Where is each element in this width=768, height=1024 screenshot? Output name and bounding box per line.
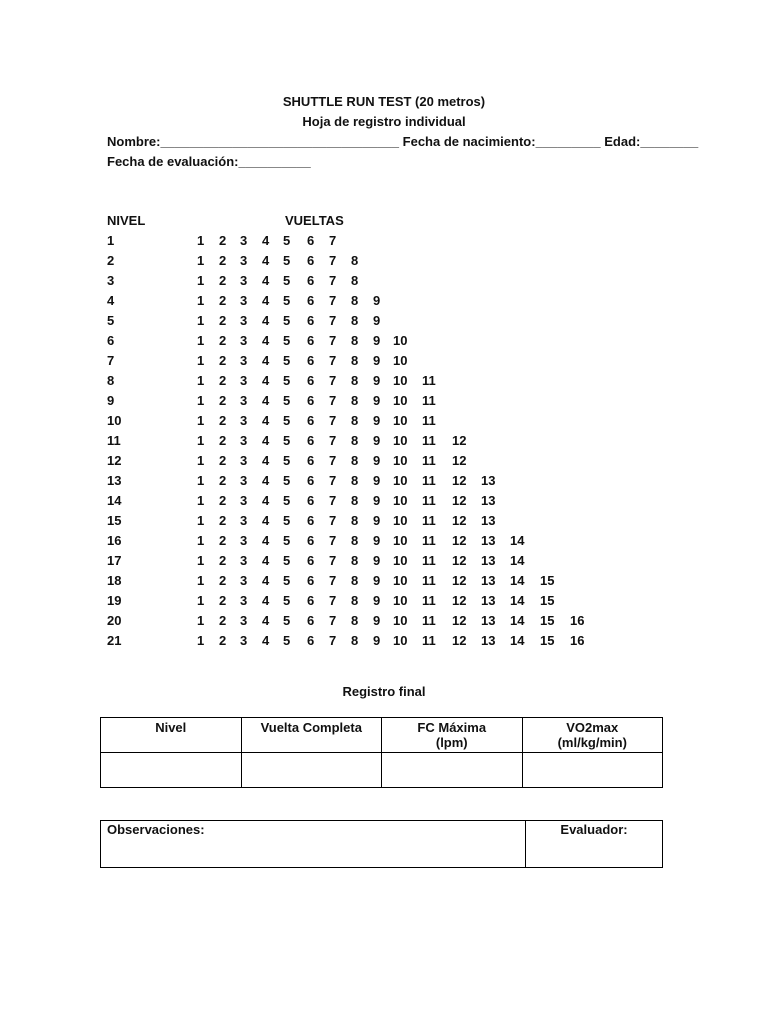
- level-label: 4: [107, 293, 115, 308]
- lap-number[interactable]: 10: [393, 593, 408, 608]
- lap-number[interactable]: 2: [219, 313, 227, 328]
- level-label: 6: [107, 333, 115, 348]
- lap-number[interactable]: 7: [329, 433, 337, 448]
- lap-number[interactable]: 1: [197, 553, 205, 568]
- lap-number[interactable]: 2: [219, 493, 227, 508]
- lap-number[interactable]: 7: [329, 493, 337, 508]
- lap-number[interactable]: 9: [373, 613, 381, 628]
- lap-number[interactable]: 3: [240, 413, 248, 428]
- lap-number[interactable]: 6: [307, 373, 315, 388]
- lap-number[interactable]: 11: [422, 513, 436, 528]
- lap-number[interactable]: 14: [510, 533, 525, 548]
- lap-number[interactable]: 6: [307, 473, 315, 488]
- lap-number[interactable]: 8: [351, 413, 359, 428]
- lap-number[interactable]: 5: [283, 613, 291, 628]
- lap-number[interactable]: 7: [329, 513, 337, 528]
- level-label: 20: [107, 613, 122, 628]
- lap-number[interactable]: 5: [283, 633, 291, 648]
- lap-number[interactable]: 1: [197, 533, 205, 548]
- lap-number[interactable]: 10: [393, 573, 408, 588]
- lap-number[interactable]: 4: [262, 433, 270, 448]
- lap-number[interactable]: 14: [510, 573, 525, 588]
- lap-number[interactable]: 12: [452, 513, 467, 528]
- lap-number[interactable]: 4: [262, 453, 270, 468]
- lap-number[interactable]: 6: [307, 553, 315, 568]
- lap-number[interactable]: 4: [262, 333, 270, 348]
- lap-number[interactable]: 12: [452, 613, 467, 628]
- lap-number[interactable]: 10: [393, 473, 408, 488]
- lap-number[interactable]: 2: [219, 373, 227, 388]
- lap-number[interactable]: 4: [262, 373, 270, 388]
- lap-number[interactable]: 11: [422, 613, 436, 628]
- lap-number[interactable]: 9: [373, 293, 381, 308]
- lap-number[interactable]: 2: [219, 273, 227, 288]
- lap-number[interactable]: 1: [197, 353, 205, 368]
- lap-number[interactable]: 1: [197, 513, 205, 528]
- lap-number[interactable]: 2: [219, 473, 227, 488]
- lap-number[interactable]: 9: [373, 513, 381, 528]
- lap-number[interactable]: 4: [262, 513, 270, 528]
- lap-number[interactable]: 5: [283, 433, 291, 448]
- lap-number[interactable]: 6: [307, 413, 315, 428]
- lap-number[interactable]: 2: [219, 253, 227, 268]
- lap-number[interactable]: 9: [373, 553, 381, 568]
- lap-number[interactable]: 10: [393, 453, 408, 468]
- lap-number[interactable]: 5: [283, 233, 291, 248]
- lap-number[interactable]: 2: [219, 573, 227, 588]
- lap-number[interactable]: 7: [329, 593, 337, 608]
- lap-number[interactable]: 7: [329, 313, 337, 328]
- lap-number[interactable]: 11: [422, 573, 436, 588]
- lap-number[interactable]: 1: [197, 593, 205, 608]
- lap-number[interactable]: 6: [307, 233, 315, 248]
- lap-number[interactable]: 4: [262, 553, 270, 568]
- entry-cell-level[interactable]: [101, 753, 242, 788]
- header-cell-vo2max: VO2max (ml/kg/min): [522, 718, 663, 753]
- lap-number[interactable]: 11: [422, 593, 436, 608]
- evaluator-cell[interactable]: [526, 821, 663, 868]
- lap-number[interactable]: 8: [351, 493, 359, 508]
- lap-number[interactable]: 10: [393, 353, 408, 368]
- lap-number[interactable]: 4: [262, 293, 270, 308]
- lap-number[interactable]: 16: [570, 633, 585, 648]
- lap-number[interactable]: 14: [510, 593, 525, 608]
- lap-number[interactable]: 6: [307, 513, 315, 528]
- lap-number[interactable]: 10: [393, 533, 408, 548]
- document-title: SHUTTLE RUN TEST (20 metros): [282, 94, 486, 109]
- lap-number[interactable]: 7: [329, 633, 337, 648]
- lap-number[interactable]: 10: [393, 393, 408, 408]
- lap-number[interactable]: 7: [329, 253, 337, 268]
- lap-number[interactable]: 9: [373, 533, 381, 548]
- lap-number[interactable]: 1: [197, 573, 205, 588]
- header-cell-full-lap: Vuelta Completa: [241, 718, 382, 753]
- lap-number[interactable]: 2: [219, 533, 227, 548]
- lap-number[interactable]: 10: [393, 493, 408, 508]
- lap-number[interactable]: 7: [329, 373, 337, 388]
- lap-number[interactable]: 4: [262, 533, 270, 548]
- level-label: 16: [107, 533, 122, 548]
- evaluator-label: Evaluador:: [560, 822, 628, 837]
- lap-number[interactable]: 8: [351, 593, 359, 608]
- lap-number[interactable]: 1: [197, 373, 205, 388]
- lap-number[interactable]: 11: [422, 433, 436, 448]
- lap-number[interactable]: 6: [307, 353, 315, 368]
- lap-number[interactable]: 12: [452, 533, 467, 548]
- lap-number[interactable]: 1: [197, 393, 205, 408]
- lap-number[interactable]: 6: [307, 333, 315, 348]
- lap-number[interactable]: 8: [351, 573, 359, 588]
- lap-number[interactable]: 1: [197, 453, 205, 468]
- lap-number[interactable]: 6: [307, 573, 315, 588]
- lap-number[interactable]: 2: [219, 513, 227, 528]
- lap-number[interactable]: 3: [240, 233, 248, 248]
- lap-number[interactable]: 7: [329, 233, 337, 248]
- lap-number[interactable]: 6: [307, 533, 315, 548]
- lap-number[interactable]: 6: [307, 313, 315, 328]
- lap-number[interactable]: 6: [307, 613, 315, 628]
- lap-number[interactable]: 2: [219, 633, 227, 648]
- lap-number[interactable]: 9: [373, 433, 381, 448]
- lap-number[interactable]: 5: [283, 313, 291, 328]
- lap-number[interactable]: 3: [240, 513, 248, 528]
- lap-number[interactable]: 5: [283, 533, 291, 548]
- lap-number[interactable]: 4: [262, 493, 270, 508]
- lap-number[interactable]: 11: [422, 533, 436, 548]
- lap-number[interactable]: 4: [262, 413, 270, 428]
- lap-number[interactable]: 10: [393, 633, 408, 648]
- lap-number[interactable]: 2: [219, 413, 227, 428]
- lap-number[interactable]: 8: [351, 473, 359, 488]
- lap-number[interactable]: 2: [219, 333, 227, 348]
- entry-cell-vo2max[interactable]: [522, 753, 663, 788]
- lap-number[interactable]: 3: [240, 573, 248, 588]
- lap-number[interactable]: 5: [283, 273, 291, 288]
- lap-number[interactable]: 6: [307, 273, 315, 288]
- lap-number[interactable]: 4: [262, 313, 270, 328]
- lap-number[interactable]: 3: [240, 393, 248, 408]
- lap-number[interactable]: 6: [307, 493, 315, 508]
- observations-table: [100, 820, 663, 868]
- lap-number[interactable]: 9: [373, 493, 381, 508]
- level-label: 19: [107, 593, 122, 608]
- lap-number[interactable]: 16: [570, 613, 585, 628]
- lap-number[interactable]: 1: [197, 313, 205, 328]
- lap-number[interactable]: 2: [219, 293, 227, 308]
- lap-number[interactable]: 5: [283, 493, 291, 508]
- lap-number[interactable]: 8: [351, 553, 359, 568]
- lap-number[interactable]: 2: [219, 433, 227, 448]
- lap-number[interactable]: 1: [197, 493, 205, 508]
- lap-number[interactable]: 8: [351, 453, 359, 468]
- lap-number[interactable]: 3: [240, 453, 248, 468]
- lap-number[interactable]: 11: [422, 373, 436, 388]
- lap-number[interactable]: 1: [197, 433, 205, 448]
- lap-number[interactable]: 5: [283, 413, 291, 428]
- lap-number[interactable]: 8: [351, 393, 359, 408]
- lap-number[interactable]: 3: [240, 333, 248, 348]
- lap-number[interactable]: 2: [219, 613, 227, 628]
- lap-number[interactable]: 8: [351, 373, 359, 388]
- lap-number[interactable]: 10: [393, 613, 408, 628]
- lap-number[interactable]: 3: [240, 633, 248, 648]
- name-birthdate-age-line: Nombre:_________________________________ Fecha de nacimiento:_________ Edad:________: [107, 134, 699, 149]
- level-label: 12: [107, 453, 122, 468]
- lap-number[interactable]: 8: [351, 293, 359, 308]
- lap-number[interactable]: 2: [219, 553, 227, 568]
- lap-number[interactable]: 12: [452, 493, 467, 508]
- lap-number[interactable]: 8: [351, 633, 359, 648]
- lap-number[interactable]: 3: [240, 593, 248, 608]
- lap-number[interactable]: 1: [197, 273, 205, 288]
- lap-number[interactable]: 6: [307, 453, 315, 468]
- lap-number[interactable]: 5: [283, 513, 291, 528]
- observations-cell[interactable]: [101, 821, 526, 868]
- lap-number[interactable]: 15: [540, 633, 555, 648]
- final-record-title: Registro final: [342, 684, 426, 699]
- lap-number[interactable]: 11: [422, 453, 436, 468]
- lap-number[interactable]: 1: [197, 413, 205, 428]
- final-record-entry-row: [101, 753, 663, 788]
- lap-number[interactable]: 8: [351, 613, 359, 628]
- entry-cell-max-heart-rate[interactable]: [382, 753, 523, 788]
- lap-number[interactable]: 4: [262, 473, 270, 488]
- level-label: 2: [107, 253, 115, 268]
- lap-number[interactable]: 4: [262, 573, 270, 588]
- level-label: 3: [107, 273, 115, 288]
- lap-number[interactable]: 10: [393, 413, 408, 428]
- lap-number[interactable]: 5: [283, 393, 291, 408]
- lap-number[interactable]: 3: [240, 613, 248, 628]
- lap-number[interactable]: 9: [373, 593, 381, 608]
- lap-number[interactable]: 10: [393, 333, 408, 348]
- lap-number[interactable]: 4: [262, 613, 270, 628]
- lap-number[interactable]: 12: [452, 553, 467, 568]
- lap-number[interactable]: 2: [219, 593, 227, 608]
- lap-number[interactable]: 11: [422, 393, 436, 408]
- lap-number[interactable]: 4: [262, 633, 270, 648]
- lap-number[interactable]: 8: [351, 313, 359, 328]
- lap-number[interactable]: 4: [262, 233, 270, 248]
- lap-number[interactable]: 3: [240, 253, 248, 268]
- lap-number[interactable]: 4: [262, 393, 270, 408]
- lap-number[interactable]: 9: [373, 633, 381, 648]
- level-label: 10: [107, 413, 122, 428]
- lap-number[interactable]: 6: [307, 293, 315, 308]
- lap-number[interactable]: 3: [240, 293, 248, 308]
- lap-number[interactable]: 8: [351, 513, 359, 528]
- lap-number[interactable]: 7: [329, 453, 337, 468]
- lap-number[interactable]: 7: [329, 273, 337, 288]
- level-label: 13: [107, 473, 122, 488]
- lap-number[interactable]: 5: [283, 593, 291, 608]
- lap-number[interactable]: 10: [393, 373, 408, 388]
- lap-number[interactable]: 3: [240, 533, 248, 548]
- lap-number[interactable]: 11: [422, 553, 436, 568]
- lap-number[interactable]: 6: [307, 393, 315, 408]
- level-label: 5: [107, 313, 115, 328]
- lap-number[interactable]: 12: [452, 633, 467, 648]
- lap-number[interactable]: 4: [262, 273, 270, 288]
- lap-number[interactable]: 3: [240, 433, 248, 448]
- lap-number[interactable]: 13: [481, 533, 496, 548]
- lap-number[interactable]: 3: [240, 493, 248, 508]
- lap-number[interactable]: 7: [329, 613, 337, 628]
- lap-number[interactable]: 11: [422, 633, 436, 648]
- lap-number[interactable]: 1: [197, 293, 205, 308]
- header-cell-max-heart-rate: FC Máxima (lpm): [382, 718, 523, 753]
- lap-number[interactable]: 5: [283, 293, 291, 308]
- lap-number[interactable]: 8: [351, 333, 359, 348]
- lap-number[interactable]: 10: [393, 553, 408, 568]
- lap-number[interactable]: 9: [373, 353, 381, 368]
- evaluation-date-line: Fecha de evaluación:__________: [107, 154, 311, 169]
- lap-number[interactable]: 10: [393, 513, 408, 528]
- lap-number[interactable]: 5: [283, 573, 291, 588]
- lap-number[interactable]: 7: [329, 573, 337, 588]
- level-label: 15: [107, 513, 122, 528]
- final-record-header-row: [101, 718, 663, 753]
- lap-number[interactable]: 12: [452, 453, 467, 468]
- lap-number[interactable]: 13: [481, 633, 496, 648]
- lap-number[interactable]: 10: [393, 433, 408, 448]
- level-column-header: NIVEL: [107, 213, 146, 228]
- lap-number[interactable]: 12: [452, 573, 467, 588]
- lap-number[interactable]: 9: [373, 393, 381, 408]
- lap-number[interactable]: 14: [510, 633, 525, 648]
- lap-number[interactable]: 13: [481, 593, 496, 608]
- document-subtitle: Hoja de registro individual: [302, 114, 466, 129]
- lap-number[interactable]: 4: [262, 593, 270, 608]
- lap-number[interactable]: 6: [307, 433, 315, 448]
- lap-number[interactable]: 15: [540, 573, 555, 588]
- lap-number[interactable]: 15: [540, 613, 555, 628]
- lap-number[interactable]: 9: [373, 333, 381, 348]
- lap-number[interactable]: 7: [329, 333, 337, 348]
- lap-number[interactable]: 8: [351, 273, 359, 288]
- lap-number[interactable]: 6: [307, 593, 315, 608]
- level-label: 7: [107, 353, 115, 368]
- lap-number[interactable]: 11: [422, 413, 436, 428]
- lap-number[interactable]: 5: [283, 353, 291, 368]
- lap-number[interactable]: 9: [373, 573, 381, 588]
- lap-number[interactable]: 2: [219, 353, 227, 368]
- lap-number[interactable]: 1: [197, 333, 205, 348]
- lap-number[interactable]: 9: [373, 413, 381, 428]
- lap-number[interactable]: 8: [351, 433, 359, 448]
- lap-number[interactable]: 13: [481, 573, 496, 588]
- lap-number[interactable]: 14: [510, 553, 525, 568]
- level-label: 18: [107, 573, 122, 588]
- lap-number[interactable]: 3: [240, 373, 248, 388]
- lap-number[interactable]: 2: [219, 233, 227, 248]
- lap-number[interactable]: 1: [197, 233, 205, 248]
- lap-number[interactable]: 12: [452, 473, 467, 488]
- lap-number[interactable]: 2: [219, 393, 227, 408]
- lap-number[interactable]: 1: [197, 253, 205, 268]
- observations-label: Observaciones:: [107, 822, 205, 837]
- lap-number[interactable]: 7: [329, 293, 337, 308]
- lap-number[interactable]: 7: [329, 393, 337, 408]
- level-label: 21: [107, 633, 122, 648]
- lap-number[interactable]: 7: [329, 353, 337, 368]
- lap-number[interactable]: 3: [240, 553, 248, 568]
- level-label: 8: [107, 373, 115, 388]
- laps-column-header: VUELTAS: [285, 213, 344, 228]
- lap-number[interactable]: 2: [219, 453, 227, 468]
- lap-number[interactable]: 9: [373, 373, 381, 388]
- lap-number[interactable]: 7: [329, 553, 337, 568]
- lap-number[interactable]: 8: [351, 353, 359, 368]
- lap-number[interactable]: 6: [307, 253, 315, 268]
- level-label: 17: [107, 553, 122, 568]
- lap-number[interactable]: 8: [351, 253, 359, 268]
- lap-number[interactable]: 7: [329, 473, 337, 488]
- level-label: 1: [107, 233, 115, 248]
- lap-number[interactable]: 1: [197, 473, 205, 488]
- lap-number[interactable]: 1: [197, 613, 205, 628]
- final-record-table: [100, 717, 663, 788]
- lap-number[interactable]: 15: [540, 593, 555, 608]
- lap-number[interactable]: 1: [197, 633, 205, 648]
- lap-number[interactable]: 9: [373, 473, 381, 488]
- lap-number[interactable]: 11: [422, 473, 436, 488]
- lap-number[interactable]: 13: [481, 513, 496, 528]
- header-cell-level: Nivel: [101, 718, 242, 753]
- level-label: 11: [107, 433, 121, 448]
- lap-number[interactable]: 9: [373, 453, 381, 468]
- lap-number[interactable]: 5: [283, 473, 291, 488]
- lap-number[interactable]: 13: [481, 473, 496, 488]
- lap-number[interactable]: 7: [329, 533, 337, 548]
- level-label: 9: [107, 393, 115, 408]
- lap-number[interactable]: 5: [283, 553, 291, 568]
- lap-number[interactable]: 3: [240, 353, 248, 368]
- lap-number[interactable]: 13: [481, 613, 496, 628]
- lap-number[interactable]: 12: [452, 433, 467, 448]
- lap-number[interactable]: 13: [481, 493, 496, 508]
- lap-number[interactable]: 5: [283, 453, 291, 468]
- lap-number[interactable]: 5: [283, 373, 291, 388]
- lap-number[interactable]: 3: [240, 473, 248, 488]
- lap-number[interactable]: 14: [510, 613, 525, 628]
- lap-number[interactable]: 4: [262, 253, 270, 268]
- lap-number[interactable]: 6: [307, 633, 315, 648]
- lap-number[interactable]: 3: [240, 313, 248, 328]
- lap-number[interactable]: 3: [240, 273, 248, 288]
- lap-number[interactable]: 9: [373, 313, 381, 328]
- lap-number[interactable]: 5: [283, 333, 291, 348]
- lap-number[interactable]: 13: [481, 553, 496, 568]
- lap-number[interactable]: 7: [329, 413, 337, 428]
- lap-number[interactable]: 5: [283, 253, 291, 268]
- lap-number[interactable]: 8: [351, 533, 359, 548]
- lap-number[interactable]: 11: [422, 493, 436, 508]
- level-label: 14: [107, 493, 122, 508]
- lap-number[interactable]: 12: [452, 593, 467, 608]
- lap-number[interactable]: 4: [262, 353, 270, 368]
- entry-cell-full-lap[interactable]: [241, 753, 382, 788]
